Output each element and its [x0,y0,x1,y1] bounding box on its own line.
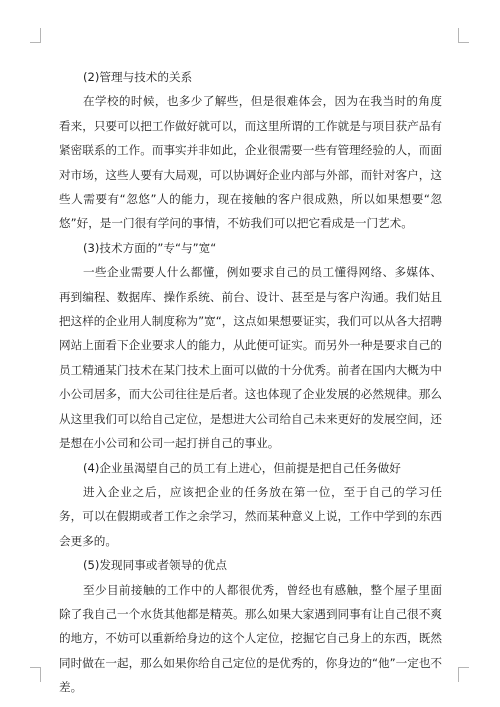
section-paragraph: 进入企业之后，应该把企业的任务放在第一位，至于自己的学习任务，可以在假期或者工作之余学习，然而某种意义上说，工作中学到的东西会更多的。 [59,484,442,548]
document-body [59,65,442,700]
section-heading: (3)技术方面的”专“与”宽“ [83,240,217,255]
section-paragraph: 至少目前接触的工作中的人都很优秀，曾经也有感触，整个屋子里面除了我自己一个水货其他都是精英。那么如果大家遇到同事有让自己很不爽的地方，不妨可以重新给身边的这个人定位，挖掘它自己身上的东西，既然同时做在一起，那么如果你给自己定位的是优秀的，你身边的“他”一定也不差。 [59,582,443,695]
crop-mark-bottom-left [30,667,41,682]
section-heading: (2)管理与技术的关系 [83,70,193,84]
crop-mark-top-right [458,28,469,43]
section-paragraph: 在学校的时候，也多少了解些，但是很难体会，因为在我当时的角度看来，只要可以把工作做好就可以，而这里所谓的工作就是与项目获产品有紧密联系的工作。而事实并非如此，企业很需要一些有管理经验的人，而面对市场，这些人要有大局观，可以协调好企业内部与外部，而针对客户，这些人需要有“忽悠”人的能力，现在接触的客户很成熟，所以如果想要“忽悠”好，是一门很有学问的事情，不妨我们可以把它看成是一门艺术。 [59,94,442,231]
section-heading: (4)企业虽渴望自己的员工有上进心，但前提是把自己任务做好 [83,460,401,475]
section-paragraph: 一些企业需要人什么都懂，例如要求自己的员工懂得网络、多媒体、再到编程、数据库、操作系统、前台、设计、甚至是与客户沟通。我们姑且把这样的企业用人制度称为”宽“，这点如果想要证实，我们可以从各大招聘网站上面看下企业要求人的能力，从此便可证实。而另外一种是要求自己的员工精通某门技术在某门技术上面可以做的十分优秀。前者在国内大概为中小公司居多，而大公司往往是后者。这也体现了企业发展的必然规律。那么从这里我们可以给自己定位，是想进大公司给自己未来更好的发展空间，还是想在小公司和公司一起打拼自己的事业。 [59,265,443,451]
crop-mark-top-left [30,28,41,43]
section-heading: (5)发现同事或者领导的优点 [83,558,227,573]
crop-mark-bottom-right [458,667,469,682]
